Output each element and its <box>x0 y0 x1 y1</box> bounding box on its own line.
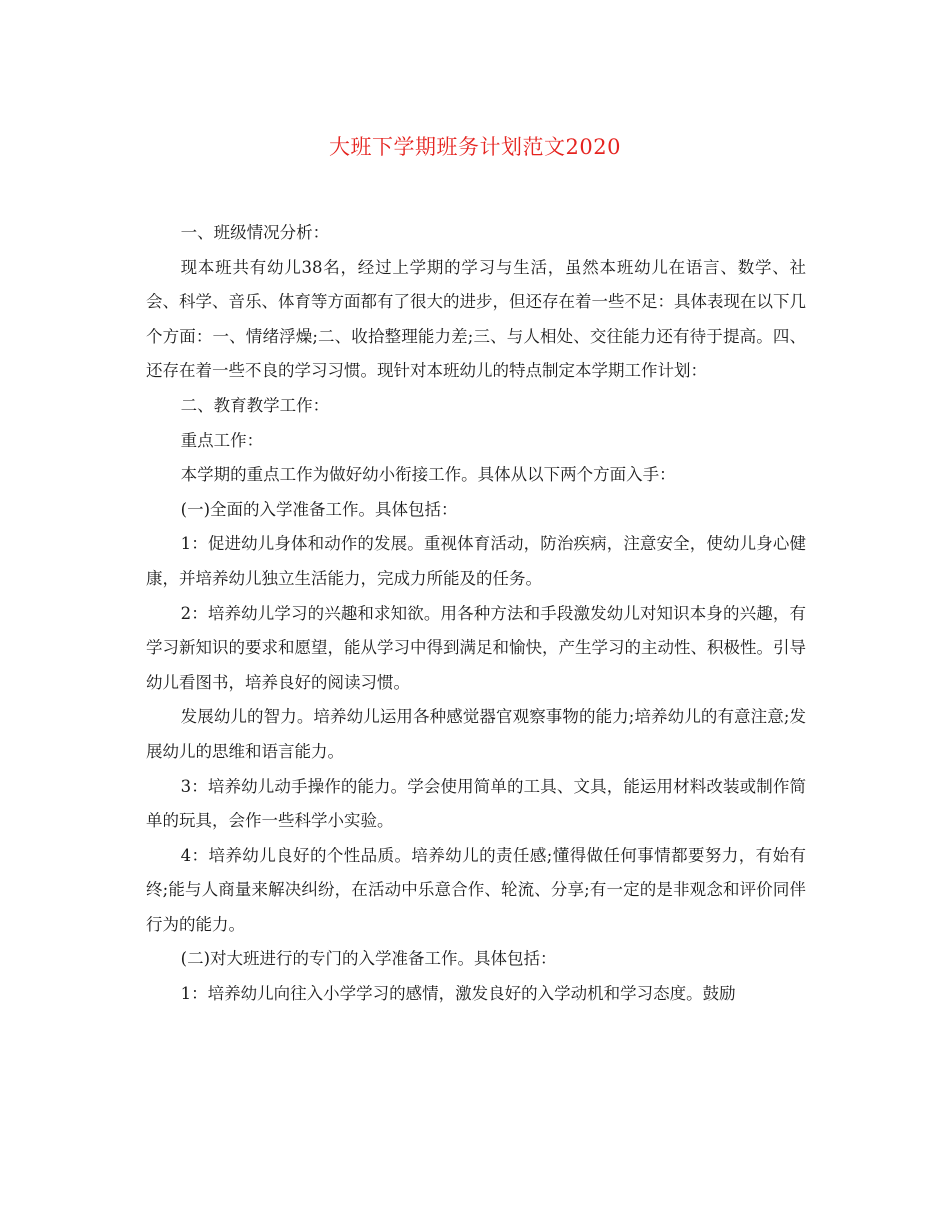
list-item: 1：培养幼儿向往入小学学习的感情，激发良好的入学动机和学习态度。鼓励 <box>180 984 736 1004</box>
document-body <box>146 216 806 1012</box>
paragraph: 发展幼儿的智力。培养幼儿运用各种感觉器官观察事物的能力;培养幼儿的有意注意;发展幼儿的思维和语言能力。 <box>146 707 806 761</box>
section-heading-class-analysis: 一、班级情况分析： <box>180 223 330 242</box>
subheading-key-work: 重点工作： <box>180 430 264 450</box>
subheading-full-preparation: (一)全面的入学准备工作。具体包括： <box>180 499 458 519</box>
list-item: 3：培养幼儿动手操作的能力。学会使用简单的工具、文具，能运用材料改装或制作简单的玩具，会作一些科学小实验。 <box>146 776 806 831</box>
subheading-special-preparation: (二)对大班进行的专门的入学准备工作。具体包括： <box>180 949 557 969</box>
document-title: 大班下学期班务计划范文2020 <box>329 135 621 159</box>
list-item: 2：培养幼儿学习的兴趣和求知欲。用各种方法和手段激发幼儿对知识本身的兴趣，有学习新知识的要求和愿望，能从学习中得到满足和愉快，产生学习的主动性、积极性。引导幼儿看图书，培养良好的阅读习惯。 <box>146 603 806 692</box>
paragraph: 现本班共有幼儿38名，经过上学期的学习与生活，虽然本班幼儿在语言、数学、社会、科学、音乐、体育等方面都有了很大的进步，但还存在着一些不足：具体表现在以下几个方面：一、情绪浮燥;二、收拾整理能力差;三、与人相处、交往能力还有待于提高。四、还存在着一些不良的学习习惯。现针对本班幼儿的特点制定本学期工作计划： <box>146 257 806 381</box>
list-item: 4：培养幼儿良好的个性品质。培养幼儿的责任感;懂得做任何事情都要努力，有始有终;能与人商量来解决纠纷，在活动中乐意合作、轮流、分享;有一定的是非观念和评价同伴行为的能力。 <box>146 845 806 934</box>
paragraph: 本学期的重点工作为做好幼小衔接工作。具体从以下两个方面入手： <box>180 465 676 485</box>
list-item: 1：促进幼儿身体和动作的发展。重视体育活动，防治疾病，注意安全，使幼儿身心健康，并培养幼儿独立生活能力，完成力所能及的任务。 <box>146 534 806 588</box>
section-heading-teaching-work: 二、教育教学工作： <box>180 395 330 415</box>
